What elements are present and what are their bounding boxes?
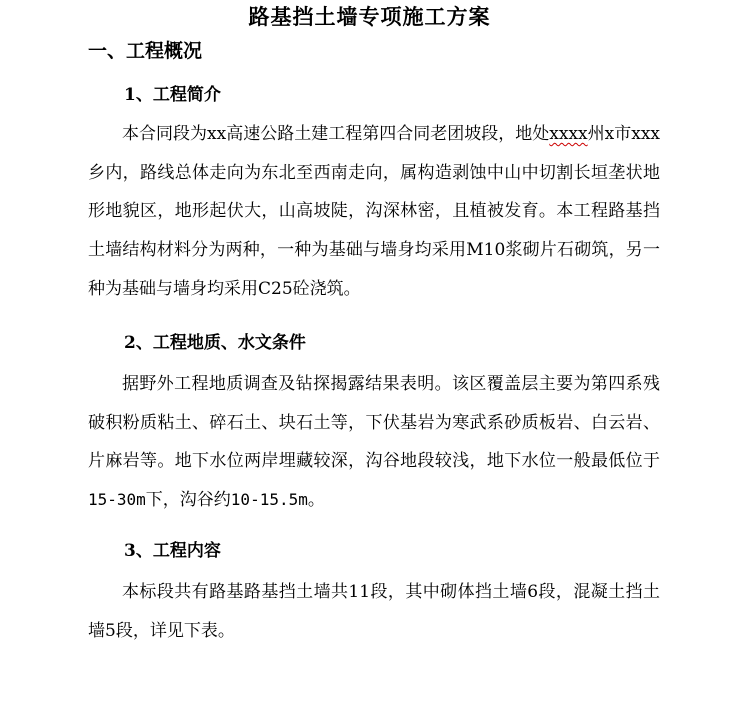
groundwater-depth-value: 15-30m xyxy=(88,490,146,510)
spellcheck-flagged-text: xxxx xyxy=(549,124,588,144)
geology-text-c: 。 xyxy=(307,490,325,511)
subsection-heading-introduction: 1、工程简介 xyxy=(124,85,221,105)
document-title: 路基挡土墙专项施工方案 xyxy=(248,4,491,29)
valley-depth-value: 10-15.5m xyxy=(230,490,308,510)
introduction-text-b: 州x市xxx乡内，路线总体走向为东北至西南走向，属构造剥蚀中山中切割长垣垄状地形地貌区，地形起伏大，山高坡陡，沟深林密，且植被发育。本工程路基挡土墙结构材料分为两种，一种为基础与墙身均采用M10浆砌片石砌筑，另一种为基础与墙身均采用C25砼浇筑。 xyxy=(88,124,660,299)
introduction-text-a: 本合同段为xx高速公路土建工程第四合同老团坡段，地处 xyxy=(122,124,550,144)
paragraph-content: 本标段共有路基路基挡土墙共11段，其中砌体挡土墙6段，混凝土挡土墙5段，详见下表。 xyxy=(88,582,660,641)
paragraph-introduction xyxy=(88,115,660,309)
geology-text-a: 据野外工程地质调查及钻探揭露结果表明。该区覆盖层主要为第四系残破积粉质粘土、碎石土、块石土等，下伏基岩为寒武系砂质板岩、白云岩、片麻岩等。地下水位两岸埋藏较深，沟谷地段较浅，地下水位一般最低位于 xyxy=(88,374,660,472)
subsection-heading-geology: 2、工程地质、水文条件 xyxy=(124,333,306,353)
paragraph-geology xyxy=(88,365,660,520)
geology-text-b: 下，沟谷约 xyxy=(145,490,231,511)
subsection-heading-content: 3、工程内容 xyxy=(124,541,221,561)
section-heading-overview: 一、工程概况 xyxy=(88,40,203,62)
